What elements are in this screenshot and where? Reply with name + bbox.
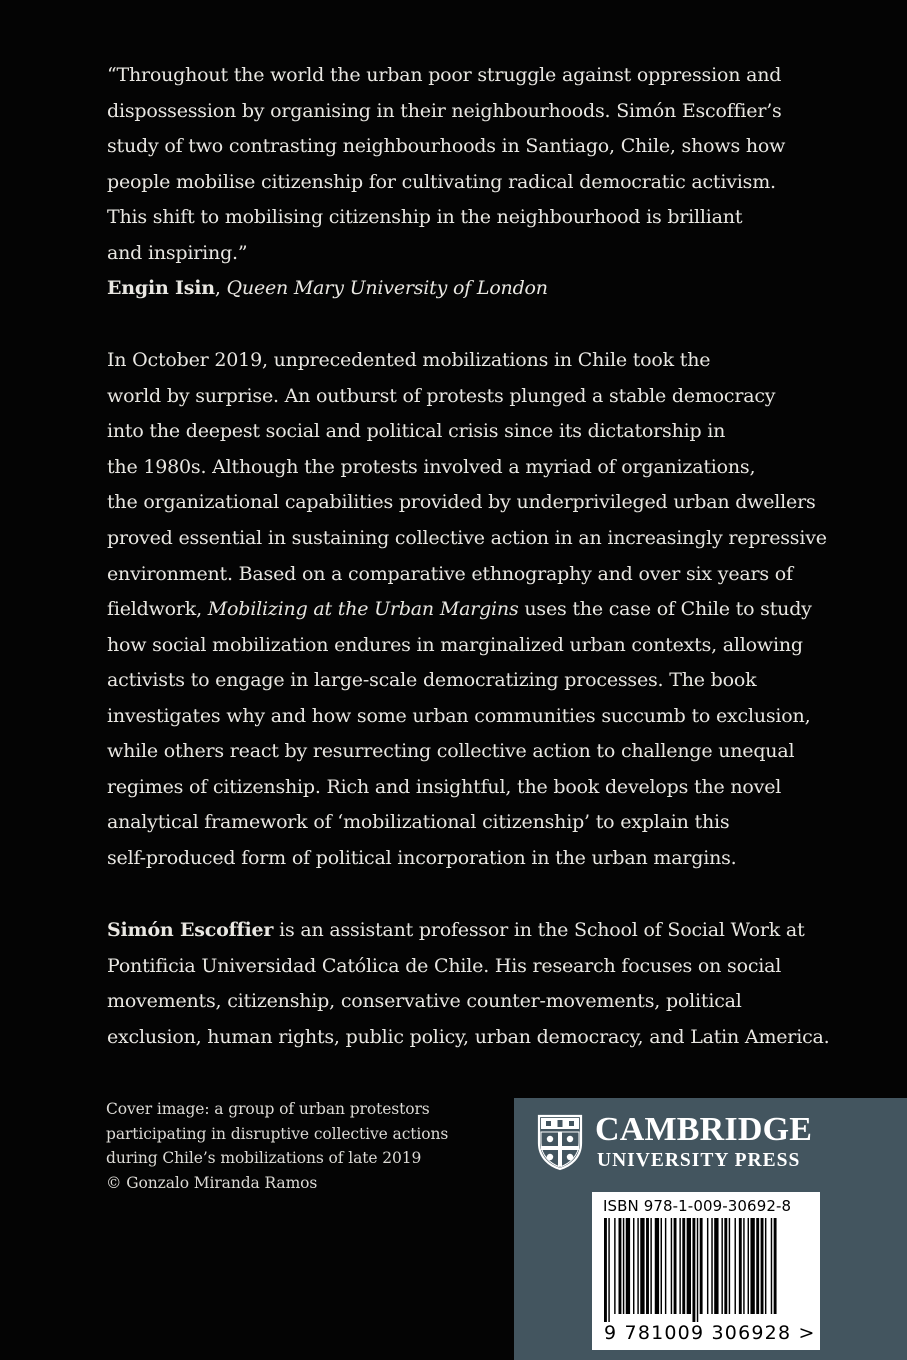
barcode-bar: [735, 1218, 736, 1314]
barcode-digits: 9 781009 306928 >: [604, 1322, 816, 1344]
barcode-bar: [614, 1218, 615, 1314]
bio-line: movements, citizenship, conservative counter-movements, political: [107, 990, 742, 1012]
barcode-bar: [604, 1218, 607, 1322]
barcode-bar: [626, 1218, 630, 1314]
barcode-bar: [661, 1218, 662, 1314]
bio-line: Pontificia Universidad Católica de Chile. His research focuses on social: [107, 955, 782, 977]
barcode-bar: [674, 1218, 677, 1314]
barcode-bar: [743, 1218, 744, 1314]
blurb-line: In October 2019, unprecedented mobilizations in Chile took the: [107, 349, 711, 371]
barcode-bar: [687, 1218, 691, 1314]
quote-separator: ,: [214, 277, 227, 299]
barcode-bar: [774, 1218, 777, 1314]
publisher-name: CAMBRIDGE: [595, 1111, 813, 1148]
bio-line: exclusion, human rights, public policy, urban democracy, and Latin America.: [107, 1026, 830, 1048]
quote-line: “Throughout the world the urban poor struggle against oppression and: [107, 64, 782, 86]
blurb-line: while others react by resurrecting collective action to challenge unequal: [107, 740, 795, 762]
barcode-bar: [739, 1218, 742, 1314]
barcode-bar: [692, 1218, 695, 1322]
barcode-bar: [756, 1218, 759, 1314]
cover-credit-line: participating in disruptive collective actions: [106, 1125, 449, 1143]
blurb-text: fieldwork,: [107, 598, 208, 620]
barcode-bar: [671, 1218, 672, 1314]
blurb-text: uses the case of Chile to study: [518, 598, 812, 620]
quote-line: and inspiring.”: [107, 242, 248, 264]
cambridge-crest-icon: [536, 1113, 584, 1171]
isbn-label: ISBN 978-1-009-30692-8: [603, 1197, 792, 1215]
blurb-line: the organizational capabilities provided by underprivileged urban dwellers: [107, 491, 816, 513]
barcode-bar: [765, 1218, 766, 1314]
barcode-bar: [711, 1218, 712, 1314]
barcode-bar: [714, 1218, 718, 1314]
barcode-bar: [633, 1218, 634, 1314]
barcode-bar: [724, 1218, 727, 1314]
barcode-bar: [637, 1218, 638, 1314]
blurb-line: investigates why and how some urban communities succumb to exclusion,: [107, 705, 811, 727]
barcode-bar: [771, 1218, 772, 1314]
barcode-bar: [646, 1218, 649, 1314]
blurb-line: activists to engage in large-scale democratizing processes. The book: [107, 669, 757, 691]
blurb-line: world by surprise. An outburst of protests plunged a stable democracy: [107, 385, 776, 407]
quote-author-affiliation: Queen Mary University of London: [226, 277, 548, 299]
barcode-bar: [697, 1218, 698, 1322]
barcode-bar: [761, 1218, 764, 1314]
quote-line: dispossession by organising in their neighbourhoods. Simón Escoffier’s: [107, 100, 782, 122]
barcode-bar: [619, 1218, 622, 1314]
book-title: Mobilizing at the Urban Margins: [207, 598, 519, 620]
blurb-line: [107, 597, 812, 621]
barcode-bar: [665, 1218, 666, 1314]
barcode-bar: [700, 1218, 703, 1314]
barcode-bar: [640, 1218, 644, 1314]
bio-text: is an assistant professor in the School of Social Work at: [273, 919, 805, 941]
quote-line: study of two contrasting neighbourhoods in Santiago, Chile, shows how: [107, 135, 786, 157]
blurb-line: how social mobilization endures in marginalized urban contexts, allowing: [107, 634, 803, 656]
blurb-line: environment. Based on a comparative ethnography and over six years of: [107, 563, 793, 585]
quote-line: people mobilise citizenship for cultivating radical democratic activism.: [107, 171, 776, 193]
barcode-bar: [650, 1218, 651, 1314]
blurb-line: proved essential in sustaining collective action in an increasingly repressive: [107, 527, 827, 549]
barcode-bar: [682, 1218, 685, 1314]
blurb-line: the 1980s. Although the protests involved a myriad of organizations,: [107, 456, 756, 478]
barcode-bar: [679, 1218, 680, 1314]
barcode-bar: [608, 1218, 609, 1322]
barcode-bar: [721, 1218, 722, 1314]
bio-author-name: Simón Escoffier: [107, 919, 274, 941]
cover-credit-line: during Chile’s mobilizations of late 2019: [106, 1149, 422, 1167]
blurb-line: analytical framework of ‘mobilizational citizenship’ to explain this: [107, 811, 730, 833]
barcode-bar: [748, 1218, 749, 1314]
blurb-line: self-produced form of political incorporation in the urban margins.: [107, 847, 737, 869]
cover-credit-line: © Gonzalo Miranda Ramos: [106, 1174, 318, 1192]
cover-credit-line: Cover image: a group of urban protestors: [106, 1100, 430, 1118]
publisher-subtitle: UNIVERSITY PRESS: [597, 1150, 801, 1171]
bio-line: [107, 918, 805, 942]
blurb-line: into the deepest social and political crisis since its dictatorship in: [107, 420, 726, 442]
blurb-line: regimes of citizenship. Rich and insightful, the book develops the novel: [107, 776, 782, 798]
barcode-bar: [729, 1218, 730, 1314]
barcode-bar: [623, 1218, 624, 1314]
quote-author-name: Engin Isin: [107, 277, 215, 299]
barcode-bar: [707, 1218, 708, 1314]
barcode-bar: [750, 1218, 754, 1314]
quote-attribution: [107, 276, 548, 300]
quote-line: This shift to mobilising citizenship in the neighbourhood is brilliant: [107, 206, 743, 228]
barcode-bar: [655, 1218, 659, 1314]
